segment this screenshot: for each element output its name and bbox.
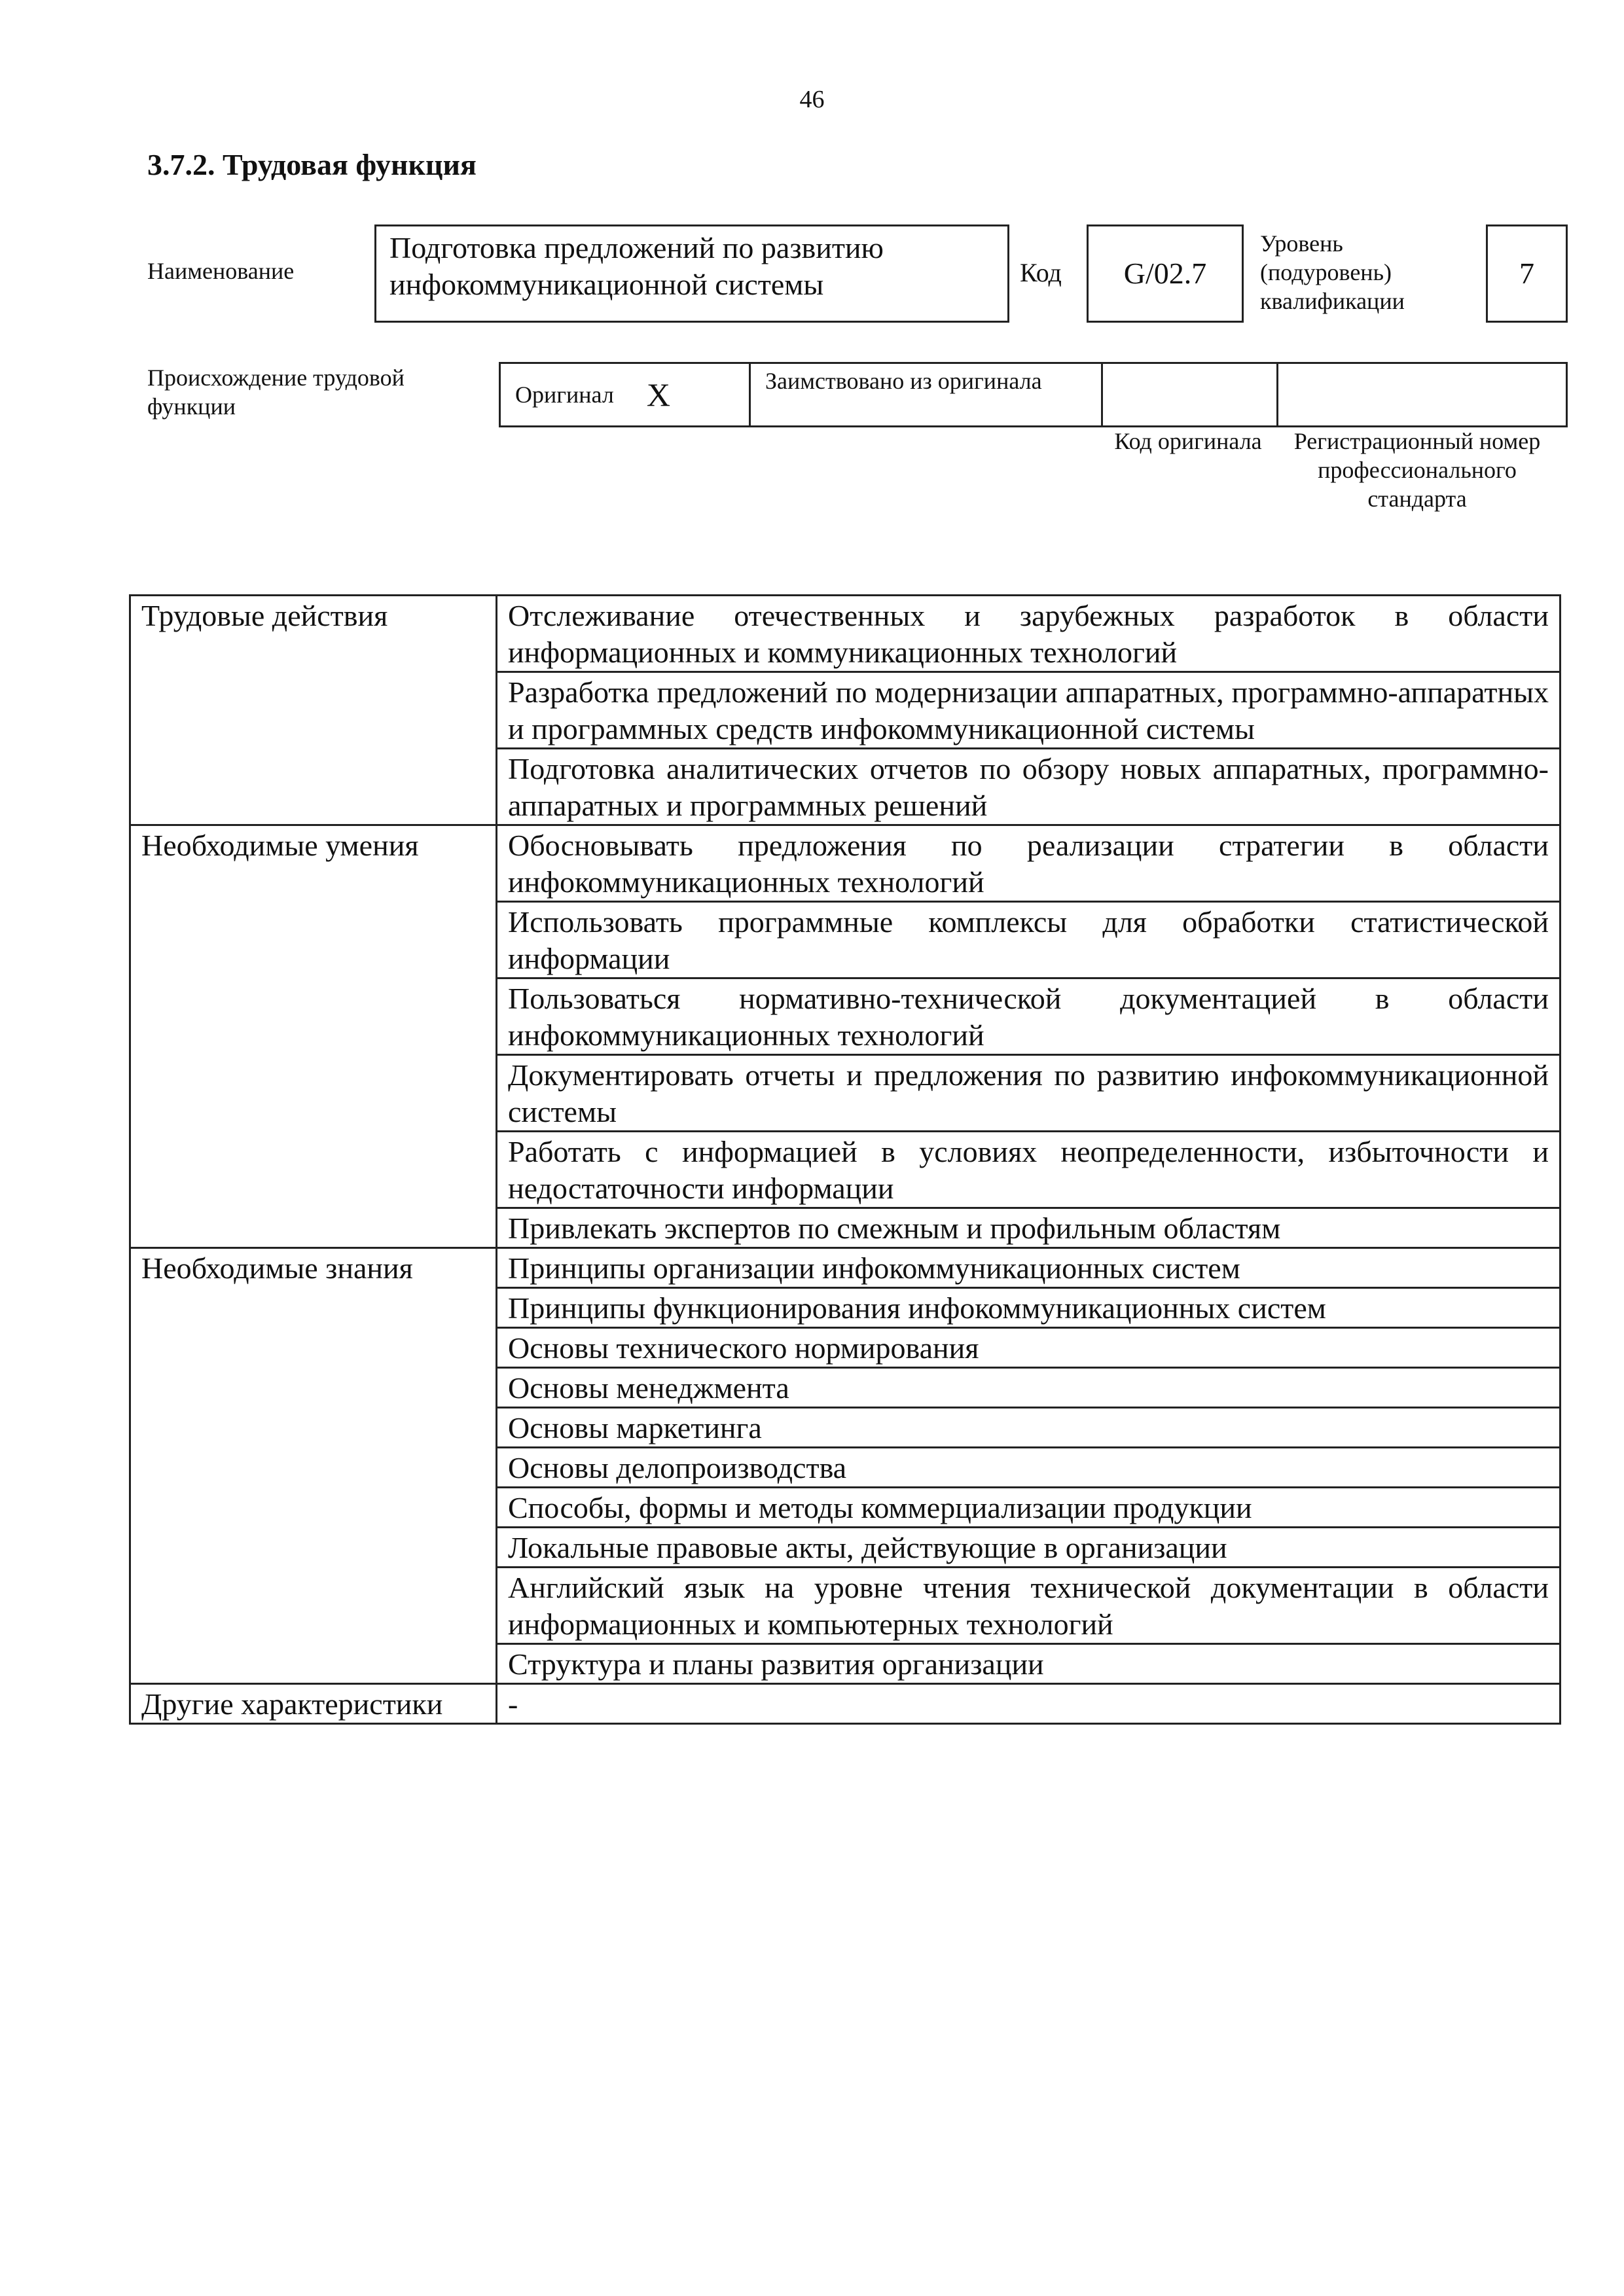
level-value: 7 — [1519, 257, 1534, 290]
section-item: Основы делопроизводства — [497, 1448, 1561, 1488]
origin-table — [499, 362, 1568, 427]
section-item: Структура и планы развития организации — [497, 1644, 1561, 1684]
section-item: Основы маркетинга — [497, 1408, 1561, 1448]
origin-borrowed-cell — [751, 364, 1103, 425]
origin-original-cell — [501, 364, 751, 425]
section-heading: Другие характеристики — [130, 1684, 497, 1724]
origin-label: Происхождение трудовой функции — [147, 365, 405, 420]
code-label: Код — [1020, 258, 1062, 287]
section-item: Подготовка аналитических отчетов по обзору новых аппаратных, программно-аппаратных и программных решений — [497, 749, 1561, 825]
section-heading: Необходимые знания — [130, 1248, 497, 1684]
section-item: Обосновывать предложения по реализации стратегии в области инфокоммуникационных технологий — [497, 825, 1561, 902]
reg-number-label: Регистрационный номер профессионального стандарта — [1293, 428, 1541, 512]
section-heading: Необходимые умения — [130, 825, 497, 1248]
section-item: Английский язык на уровне чтения технической документации в области информационных и компьютерных технологий — [497, 1568, 1561, 1644]
origin-original-mark: X — [646, 376, 670, 413]
section-item: Принципы функционирования инфокоммуникационных систем — [497, 1288, 1561, 1328]
origin-original-label: Оригинал — [515, 382, 614, 408]
name-label: Наименование — [147, 258, 295, 284]
section-title: 3.7.2. Трудовая функция — [147, 148, 477, 181]
name-box — [374, 224, 1009, 323]
section-item: Отслеживание отечественных и зарубежных разработок в области информационных и коммуникационных технологий — [497, 596, 1561, 672]
level-label: Уровень (подуровень) квалификации — [1260, 230, 1405, 314]
name-value: Подготовка предложений по развитию инфокоммуникационной системы — [389, 231, 884, 301]
table-row — [130, 1684, 1561, 1724]
function-table — [129, 594, 1561, 1725]
section-item: Разработка предложений по модернизации аппаратных, программно-аппаратных и программных средств инфокоммуникационной системы — [497, 672, 1561, 749]
origin-code-cell — [1103, 364, 1278, 425]
table-row — [130, 596, 1561, 672]
section-item: Работать с информацией в условиях неопределенности, избыточности и недостаточности информации — [497, 1132, 1561, 1208]
section-item: Основы менеджмента — [497, 1368, 1561, 1408]
section-item: Документировать отчеты и предложения по развитию инфокоммуникационной системы — [497, 1055, 1561, 1132]
section-item: Использовать программные комплексы для обработки статистической информации — [497, 902, 1561, 978]
table-row — [130, 1248, 1561, 1288]
function-table-body — [130, 596, 1561, 1724]
origin-reg-cell — [1278, 364, 1566, 425]
section-heading: Трудовые действия — [130, 596, 497, 825]
code-value: G/02.7 — [1123, 257, 1207, 290]
section-item: Привлекать экспертов по смежным и профильным областям — [497, 1208, 1561, 1248]
code-original-label: Код оригинала — [1114, 428, 1262, 454]
level-box — [1486, 224, 1568, 323]
table-row — [130, 825, 1561, 902]
section-item: Основы технического нормирования — [497, 1328, 1561, 1368]
section-item: Пользоваться нормативно-технической документацией в области инфокоммуникационных технологий — [497, 978, 1561, 1055]
origin-borrowed-label: Заимствовано из оригинала — [765, 368, 1042, 394]
page-number: 46 — [799, 86, 825, 113]
code-box — [1087, 224, 1244, 323]
section-item: - — [497, 1684, 1561, 1724]
section-item: Локальные правовые акты, действующие в организации — [497, 1528, 1561, 1568]
section-item: Способы, формы и методы коммерциализации продукции — [497, 1488, 1561, 1528]
section-item: Принципы организации инфокоммуникационных систем — [497, 1248, 1561, 1288]
